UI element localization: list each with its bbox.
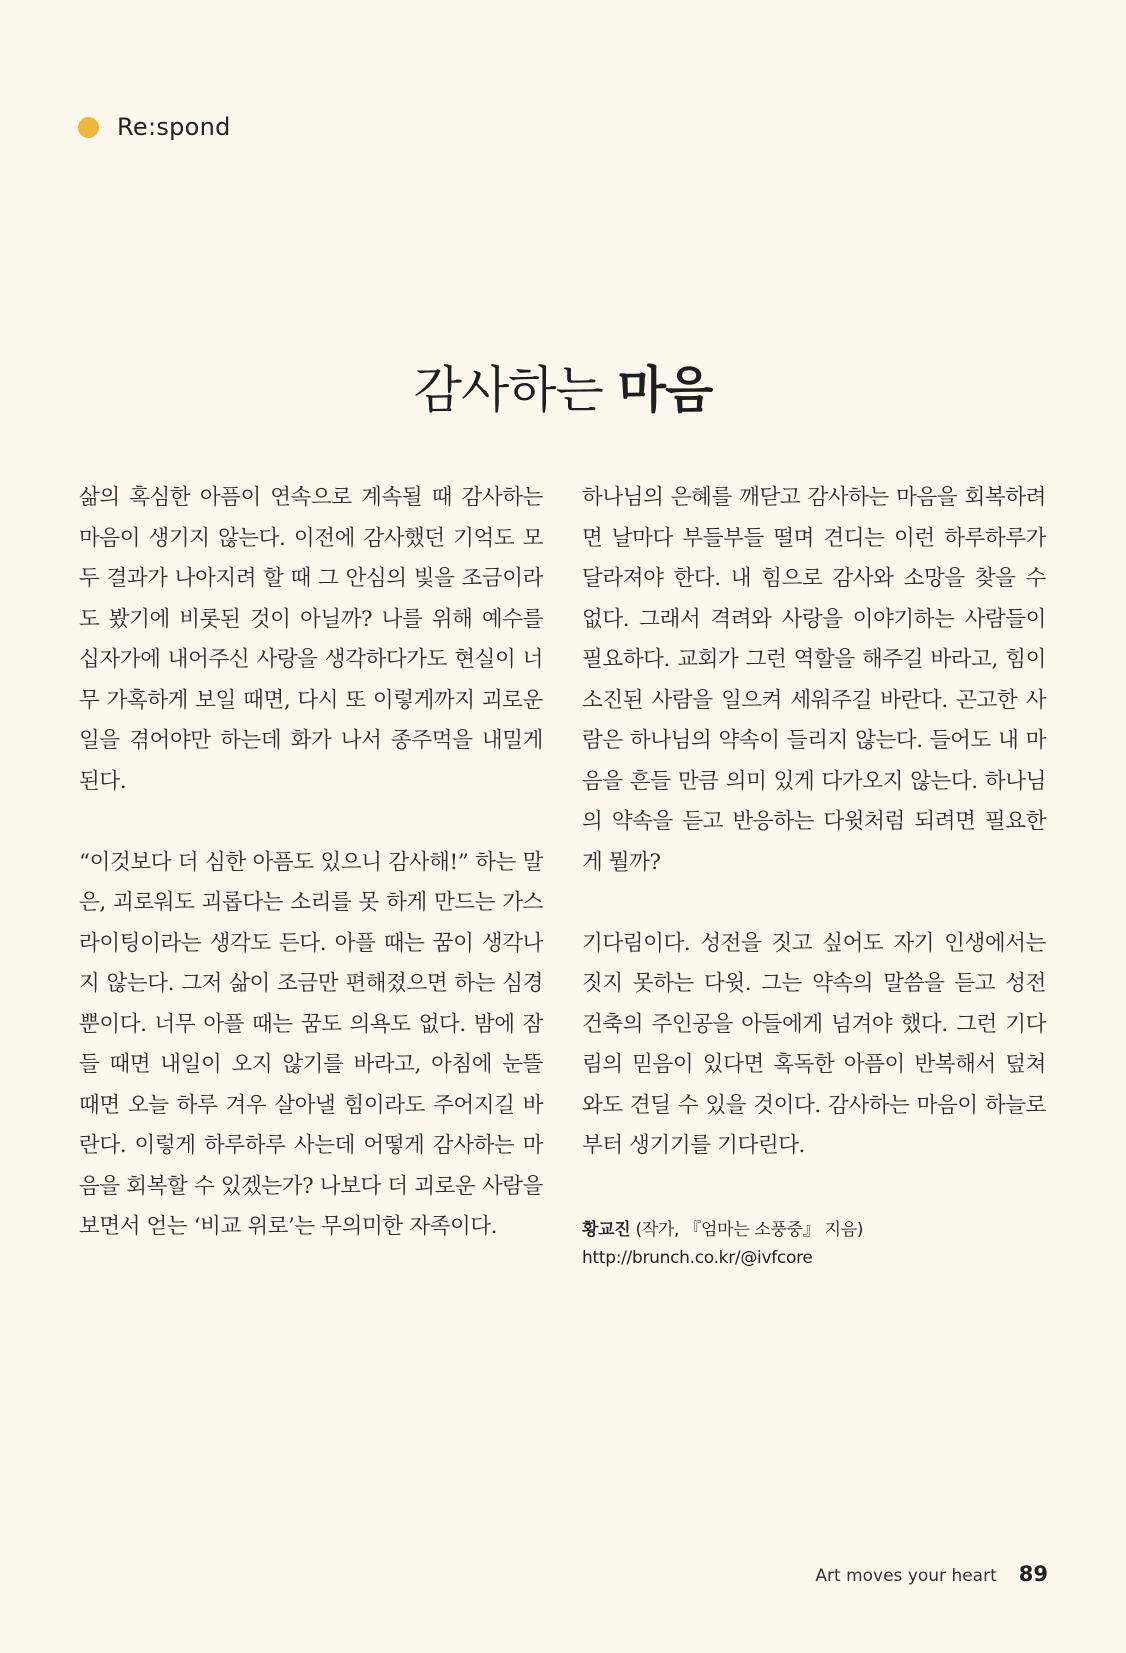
article-title xyxy=(0,350,1126,422)
author-note: (작가, 『엄마는 소풍중』 지음) xyxy=(630,1220,864,1240)
paragraph: 삶의 혹심한 아픔이 연속으로 계속될 때 감사하는 마음이 생기지 않는다. 이전에 감사했던 기억도 모두 결과가 나아지려 할 때 그 안심의 빛을 조금이라도 봤기에 비롯된 것이 아닐까? 나를 위해 예수를 십자가에 내어주신 사랑을 생각하다가도 현실이 너무 가혹하게 보일 때면, 다시 또 이렇게까지 괴로운 일을 겪어야만 하는데 화가 나서 종주먹을 내밀게 된다. xyxy=(79,485,543,794)
paragraph: 기다림이다. 성전을 짓고 싶어도 자기 인생에서는 짓지 못하는 다윗. 그는 약속의 말씀을 듣고 성전 건축의 주인공을 아들에게 넘겨야 했다. 그런 기다림의 믿음이 있다면 혹독한 아픔이 반복해서 덮쳐와도 견딜 수 있을 것이다. 감사하는 마음이 하늘로부터 생기기를 기다린다. xyxy=(582,930,1046,1158)
paragraph: 하나님의 은혜를 깨닫고 감사하는 마음을 회복하려면 날마다 부들부들 떨며 견디는 이런 하루하루가 달라져야 한다. 내 힘으로 감사와 소망을 찾을 수 없다. 그래서 격려와 사랑을 이야기하는 사람들이 필요하다. 교회가 그런 역할을 해주길 바라고, 힘이 소진된 사람을 일으켜 세워주길 바란다. 곤고한 사람은 하나님의 약속이 들리지 않는다. 들어도 내 마음을 흔들 만큼 의미 있게 다가오지 않는다. 하나님의 약속을 듣고 반응하는 다윗처럼 되려면 필요한 게 뭘까? xyxy=(582,485,1046,875)
section-label: Re:spond xyxy=(117,113,231,141)
page-footer xyxy=(815,1562,1048,1586)
left-column xyxy=(79,478,543,1288)
author-url[interactable]: http://brunch.co.kr/@ivfcore xyxy=(582,1248,813,1268)
author-name: 황교진 xyxy=(582,1220,631,1240)
page-number: 89 xyxy=(1018,1562,1048,1586)
paragraph: “이것보다 더 심한 아픔도 있으니 감사해!” 하는 말은, 괴로워도 괴롭다는 소리를 못 하게 만드는 가스라이팅이라는 생각도 든다. 아플 때는 꿈이 생각나지 않는다. 그저 삶이 조금만 편해졌으면 하는 심경뿐이다. 너무 아플 때는 꿈도 의욕도 없다. 밤에 잠들 때면 내일이 오지 않기를 바라고, 아침에 눈뜰 때면 오늘 하루 겨우 살아낼 힘이라도 주어지길 바란다. 이렇게 하루하루 사는데 어떻게 감사하는 마음을 회복할 수 있겠는가? 나보다 더 괴로운 사람을 보면서 얻는 ‘비교 위로’는 무의미한 자족이다. xyxy=(79,849,543,1239)
footer-tagline: Art moves your heart xyxy=(815,1566,997,1586)
title-bold: 마음 xyxy=(617,360,713,419)
section-dot-icon xyxy=(78,117,99,138)
section-tag xyxy=(78,113,231,141)
right-column xyxy=(582,478,1046,1207)
title-light: 감사하는 xyxy=(413,361,603,419)
author-line xyxy=(582,1216,863,1244)
author-credit xyxy=(582,1216,863,1272)
